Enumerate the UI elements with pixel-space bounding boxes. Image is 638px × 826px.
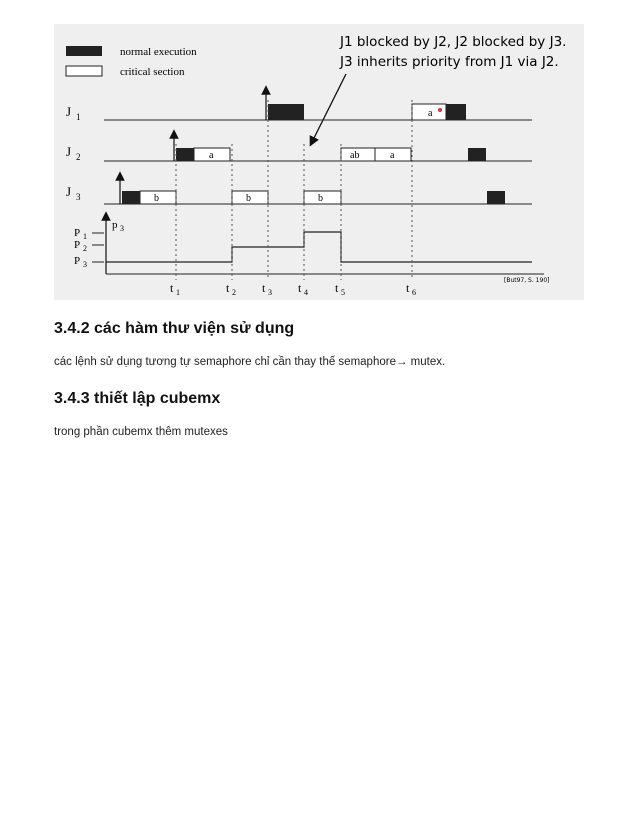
priority-sub-p2: 2 <box>83 244 87 253</box>
job-label-j3: J <box>66 184 72 199</box>
j3-critical-b3-label: b <box>318 193 323 204</box>
time-label-t6: t <box>406 281 410 295</box>
timing-diagram <box>54 24 584 300</box>
legend-normal-label: normal execution <box>120 46 197 58</box>
job-sub-j3: 3 <box>76 192 81 202</box>
time-sub-t6: 6 <box>412 288 416 297</box>
annotation-line-1: J1 blocked by J2, J2 blocked by J3. <box>340 34 567 50</box>
j2-critical-a2-label: a <box>390 150 395 161</box>
time-label-t1: t <box>170 281 174 295</box>
annotation-arrow <box>312 74 346 142</box>
j3-exec-1 <box>122 191 140 204</box>
section-heading-342: 3.4.2 các hàm thư viện sử dụng <box>54 320 295 337</box>
j3-critical-b1-label: b <box>154 193 159 204</box>
time-marker-lines <box>176 100 412 280</box>
j3-exec-2 <box>487 191 505 204</box>
time-label-t4: t <box>298 281 302 295</box>
job-sub-j2: 2 <box>76 152 81 162</box>
j1-marker-dot <box>438 108 442 112</box>
legend-normal-swatch <box>66 46 102 56</box>
priority-level-p1: P <box>74 227 81 239</box>
j1-critical-label: a <box>428 108 433 119</box>
time-sub-t2: 2 <box>232 288 236 297</box>
job-label-j1: J <box>66 104 72 119</box>
job-sub-j1: 1 <box>76 112 81 122</box>
j2-exec-2 <box>468 148 486 161</box>
legend-critical-swatch <box>66 66 102 76</box>
priority-axis-sub: 3 <box>120 224 124 233</box>
time-label-t3: t <box>262 281 266 295</box>
priority-j3-curve <box>106 232 532 262</box>
job-label-j2: J <box>66 144 72 159</box>
priority-axis-label: p <box>112 219 118 231</box>
priority-level-p3: P <box>74 255 81 267</box>
section-text-342: các lệnh sử dụng tương tự semaphore chỉ cần thay thế semaphore→ mutex. <box>54 356 446 368</box>
time-sub-t5: 5 <box>341 288 345 297</box>
legend-critical-label: critical section <box>120 66 185 78</box>
j1-exec-2 <box>446 104 466 120</box>
section-heading-343: 3.4.3 thiết lập cubemx <box>54 390 221 407</box>
j2-critical-a1-label: a <box>209 150 214 161</box>
priority-sub-p1: 1 <box>83 232 87 241</box>
j2-exec-1 <box>176 148 194 161</box>
j1-exec-1 <box>268 104 304 120</box>
priority-level-p2: P <box>74 239 81 251</box>
time-sub-t4: 4 <box>304 288 308 297</box>
time-sub-t1: 1 <box>176 288 180 297</box>
j2-critical-ab-label: ab <box>350 150 360 161</box>
section-text-343: trong phần cubemx thêm mutexes <box>54 426 228 438</box>
priority-sub-p3: 3 <box>83 260 87 269</box>
priority-inheritance-figure <box>54 24 584 300</box>
j3-critical-b2-label: b <box>246 193 251 204</box>
time-sub-t3: 3 <box>268 288 272 297</box>
time-label-t2: t <box>226 281 230 295</box>
time-label-t5: t <box>335 281 339 295</box>
figure-citation: [But97, S. 190] <box>504 277 550 284</box>
annotation-line-2: J3 inherits priority from J1 via J2. <box>340 54 559 70</box>
